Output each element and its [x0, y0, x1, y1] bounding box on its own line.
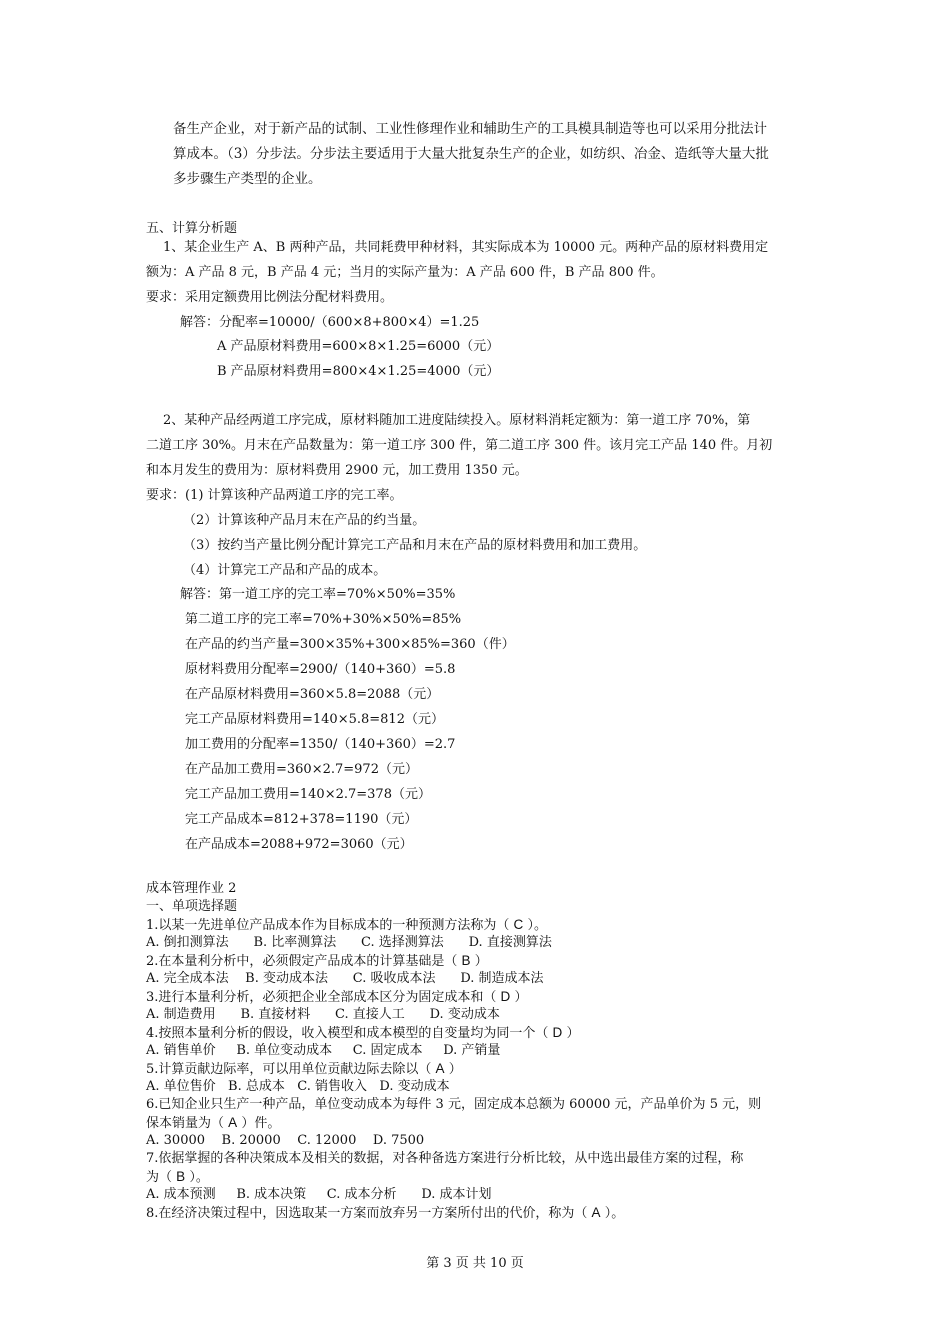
solution-line: 在产品成本=2088+972=3060（元）: [185, 837, 413, 852]
answer-letter: B: [176, 1169, 186, 1184]
homework-title: 成本管理作业 2: [146, 881, 237, 896]
question-stem: 6.已知企业只生产一种产品，单位变动成本为每件 3 元，固定成本总额为 60000 元，产品单价为 5 元，则: [146, 1097, 762, 1112]
answer-letter: B: [461, 953, 471, 968]
question-stem: 8.在经济决策过程中，因选取某一方案而放弃另一方案所付出的代价，称为（ A ）。: [146, 1205, 625, 1221]
problem-2-text: 2、某种产品经两道工序完成，原材料随加工进度陆续投入。原材料消耗定额为：第一道工序 70%，第: [163, 413, 751, 428]
answer-letter: D: [500, 989, 511, 1004]
question-options: A. 单位售价 B. 总成本 C. 销售收入 D. 变动成本: [146, 1079, 450, 1094]
solution-line: B 产品原材料费用=800×4×1.25=4000（元）: [217, 364, 500, 379]
solution-line: 解答：第一道工序的完工率=70%×50%=35%: [180, 587, 456, 602]
problem-2-text: 二道工序 30%。月末在产品数量为：第一道工序 300 件，第二道工序 300 件。该月完工产品 140 件。月初: [146, 438, 773, 453]
question-stem: 1.以某一先进单位产品成本作为目标成本的一种预测方法称为（ C ）。: [146, 917, 547, 933]
question-stem: 7.依据掌握的各种决策成本及相关的数据，对各种备选方案进行分析比较，从中选出最佳方案的过程，称: [146, 1151, 744, 1166]
question-options: A. 30000 B. 20000 C. 12000 D. 7500: [146, 1133, 425, 1148]
problem-1-text: 1、某企业生产 A、B 两种产品，共同耗费甲种材料，其实际成本为 10000 元。两种产品的原材料费用定: [163, 240, 769, 255]
question-stem: 为（ B ）。: [146, 1169, 209, 1185]
question-stem: 5.计算贡献边际率，可以用单位贡献边际去除以（ A ）: [146, 1061, 462, 1077]
intro-line: 多步骤生产类型的企业。: [173, 171, 322, 187]
solution-line: 在产品加工费用=360×2.7=972（元）: [185, 762, 418, 777]
solution-line: 解答：分配率=10000/（600×8+800×4）=1.25: [180, 315, 480, 330]
question-options: A. 完全成本法 B. 变动成本法 C. 吸收成本法 D. 制造成本法: [146, 971, 544, 986]
question-options: A. 制造费用 B. 直接材料 C. 直接人工 D. 变动成本: [146, 1007, 500, 1022]
problem-1-text: 额为：A 产品 8 元，B 产品 4 元；当月的实际产量为：A 产品 600 件，B 产品 800 件。: [146, 265, 664, 280]
solution-line: 完工产品成本=812+378=1190（元）: [185, 812, 418, 827]
solution-line: 完工产品加工费用=140×2.7=378（元）: [185, 787, 431, 802]
question-stem: 2.在本量利分析中，必须假定产品成本的计算基础是（ B ）: [146, 953, 488, 969]
problem-1-requirement: 要求：采用定额费用比例法分配材料费用。: [146, 290, 394, 305]
problem-2-requirement: （2）计算该种产品月末在产品的约当量。: [183, 513, 426, 528]
page-footer: 第 3 页 共 10 页: [426, 1256, 524, 1271]
answer-letter: A: [591, 1205, 601, 1220]
answer-letter: D: [552, 1025, 563, 1040]
solution-line: A 产品原材料费用=600×8×1.25=6000（元）: [217, 339, 500, 354]
question-stem: 4.按照本量利分析的假设，收入模型和成本模型的自变量均为同一个（ D ）: [146, 1025, 580, 1041]
question-options: A. 倒扣测算法 B. 比率测算法 C. 选择测算法 D. 直接测算法: [146, 935, 552, 950]
problem-2-text: 和本月发生的费用为：原材料费用 2900 元，加工费用 1350 元。: [146, 463, 528, 478]
intro-line: 备生产企业，对于新产品的试制、工业性修理作业和辅助生产的工具模具制造等也可以采用分批法计: [173, 121, 767, 137]
question-stem: 3.进行本量利分析，必须把企业全部成本区分为固定成本和（ D ）: [146, 989, 528, 1005]
solution-line: 第二道工序的完工率=70%+30%×50%=85%: [185, 612, 462, 627]
section-heading: 五、计算分析题: [146, 221, 238, 236]
problem-2-requirement: 要求：(1) 计算该种产品两道工序的完工率。: [146, 488, 403, 503]
question-stem: 保本销量为（ A ）件。: [146, 1115, 281, 1131]
question-options: A. 成本预测 B. 成本决策 C. 成本分析 D. 成本计划: [146, 1187, 492, 1202]
solution-line: 原材料费用分配率=2900/（140+360）=5.8: [185, 662, 456, 677]
question-options: A. 销售单价 B. 单位变动成本 C. 固定成本 D. 产销量: [146, 1043, 501, 1058]
answer-letter: A: [228, 1115, 238, 1130]
problem-2-requirement: （3）按约当产量比例分配计算完工产品和月末在产品的原材料费用和加工费用。: [183, 538, 647, 553]
solution-line: 完工产品原材料费用=140×5.8=812（元）: [185, 712, 444, 727]
answer-letter: C: [513, 917, 524, 932]
answer-letter: A: [435, 1061, 445, 1076]
section-heading: 一、单项选择题: [146, 899, 238, 914]
intro-line: 算成本。（3）分步法。分步法主要适用于大量大批复杂生产的企业，如纺织、冶金、造纸等大量大批: [173, 146, 769, 162]
problem-2-requirement: （4）计算完工产品和产品的成本。: [183, 563, 387, 578]
solution-line: 在产品的约当产量=300×35%+300×85%=360（件）: [185, 637, 515, 652]
solution-line: 在产品原材料费用=360×5.8=2088（元）: [185, 687, 440, 702]
solution-line: 加工费用的分配率=1350/（140+360）=2.7: [185, 737, 456, 752]
